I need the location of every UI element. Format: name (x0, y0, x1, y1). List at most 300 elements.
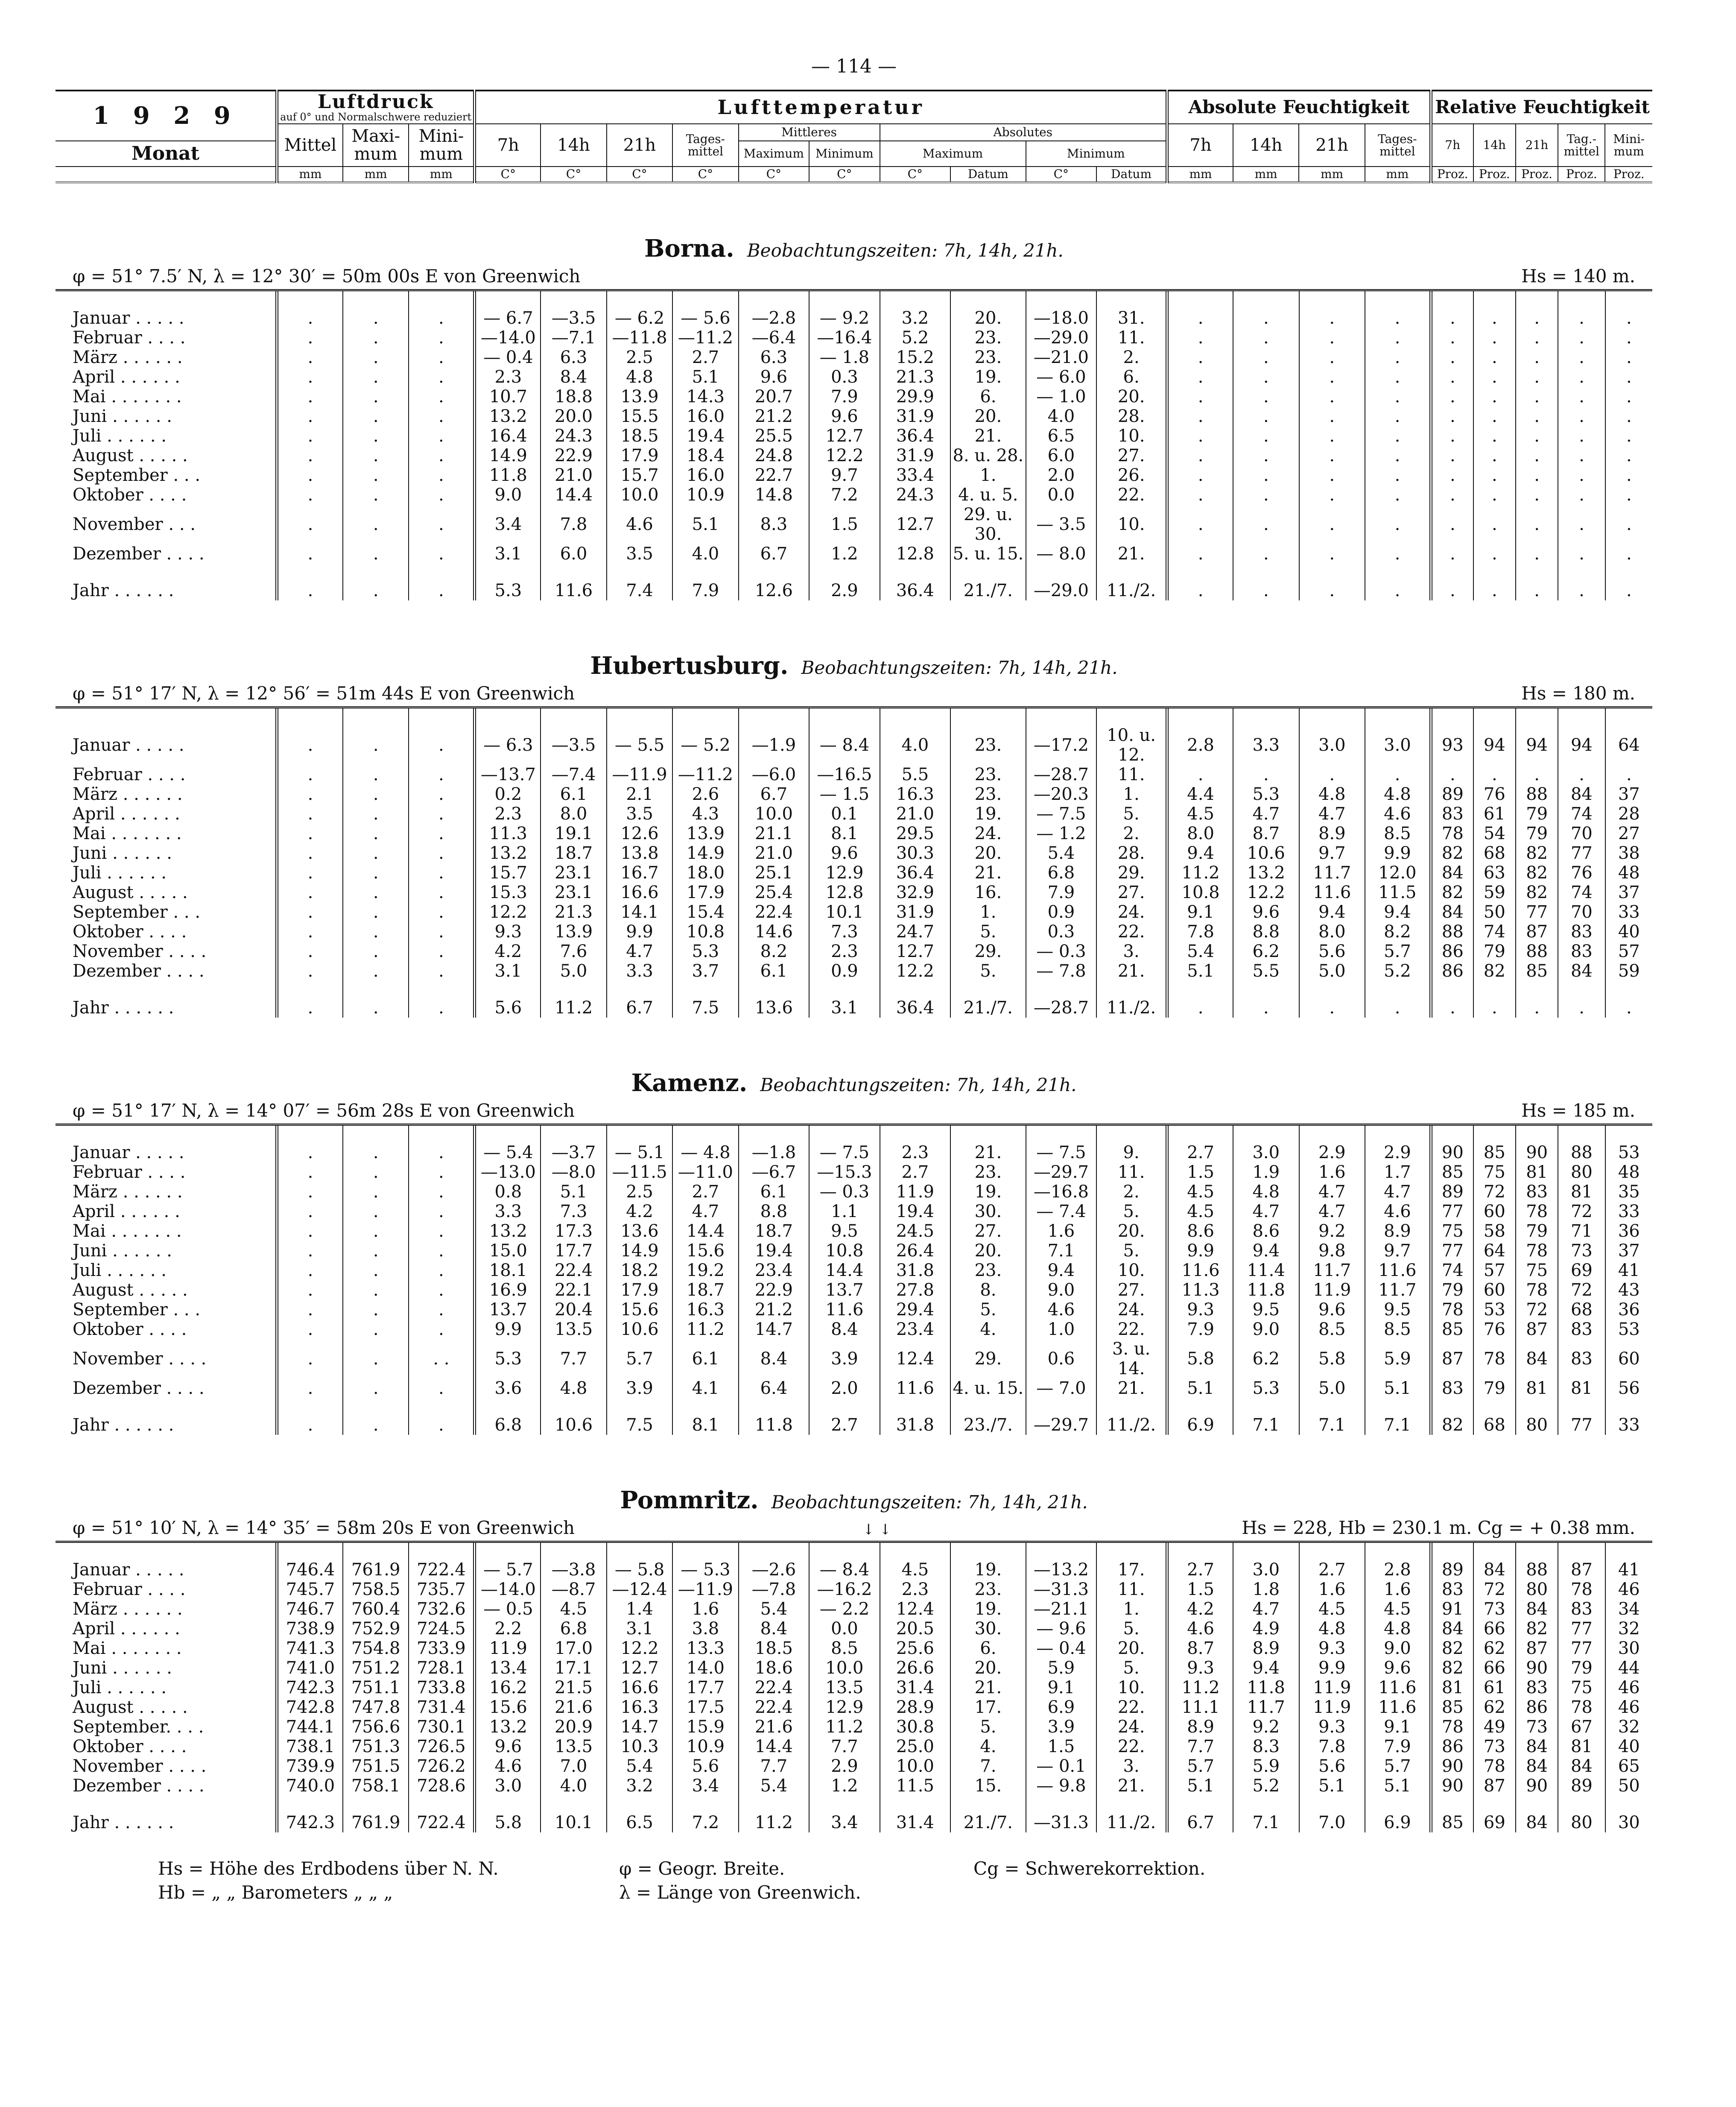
table-cell: 75 (1516, 1261, 1558, 1280)
table-cell: 76 (1473, 1320, 1516, 1339)
table-cell: . (277, 961, 343, 981)
table-row (56, 1697, 1652, 1717)
table-cell: —17.2 (1026, 726, 1096, 765)
spacer-row (56, 1796, 1652, 1813)
spacer-cell (1096, 1398, 1167, 1415)
year-label: 1 9 2 9 (56, 91, 277, 141)
table-cell: 11. (1096, 1580, 1167, 1599)
col-luftdruck-minimum: Mini-mum (409, 124, 474, 167)
table-cell: 1.6 (1299, 1580, 1365, 1599)
table-cell: 77 (1558, 1639, 1605, 1658)
spacer-cell (1167, 1398, 1233, 1415)
table-cell: 13.9 (541, 922, 606, 942)
table-cell: . (409, 942, 474, 961)
station-height: Hs = 228, Hb = 230.1 m. Cg = + 0.38 mm. (1242, 1517, 1635, 1538)
table-cell: . (343, 1202, 409, 1221)
table-cell: —11.8 (607, 328, 672, 348)
spacer-cell (1558, 1398, 1605, 1415)
spacer-cell (1299, 1398, 1365, 1415)
spacer-cell (1365, 564, 1431, 581)
spacer-cell (672, 1398, 738, 1415)
table-cell: 9.6 (1233, 902, 1299, 922)
table-cell: 5.8 (1167, 1339, 1233, 1378)
table-cell: 2.7 (1167, 1560, 1233, 1580)
table-cell: . (1299, 446, 1365, 465)
table-cell: 15.6 (672, 1241, 738, 1261)
table-cell: . (1233, 998, 1299, 1018)
table-cell: 9.9 (607, 922, 672, 942)
table-cell: 732.6 (409, 1599, 474, 1619)
table-cell: 1.5 (1167, 1162, 1233, 1182)
table-cell: 10.7 (475, 387, 541, 407)
table-cell: — 5.6 (672, 308, 738, 328)
table-cell: 9.4 (1026, 1261, 1096, 1280)
table-cell: 14.6 (739, 922, 809, 942)
table-cell: 16.4 (475, 426, 541, 446)
table-cell: . (409, 348, 474, 367)
table-cell: . (277, 998, 343, 1018)
table-row (56, 1717, 1652, 1737)
station-section (56, 1069, 1652, 1435)
table-cell: . (1558, 407, 1605, 426)
table-cell: 11.6 (541, 581, 606, 600)
month-label: Mai . . . . . . . (73, 1639, 182, 1658)
table-cell: . (1233, 328, 1299, 348)
table-cell: . (1299, 387, 1365, 407)
month-label: Januar . . . . . (73, 735, 184, 755)
spacer-cell (1026, 1126, 1096, 1143)
table-cell: 21.6 (541, 1697, 606, 1717)
spacer-cell (1299, 1126, 1365, 1143)
table-cell: . (1233, 367, 1299, 387)
table-cell: 74 (1473, 922, 1516, 942)
table-cell: 8.9 (1299, 824, 1365, 843)
table-cell: 81 (1558, 1737, 1605, 1756)
table-cell: 3.6 (475, 1378, 541, 1398)
table-row (56, 726, 1652, 765)
spacer-cell (1558, 1126, 1605, 1143)
table-cell: 11.6 (1365, 1261, 1431, 1280)
spacer-row (56, 291, 1652, 308)
table-cell: 10.1 (809, 902, 880, 922)
table-cell: 5.2 (880, 328, 950, 348)
table-cell: 742.8 (277, 1697, 343, 1717)
table-cell: 8.3 (1233, 1737, 1299, 1756)
spacer-cell (343, 564, 409, 581)
table-cell: . (409, 544, 474, 564)
table-cell: — 6.0 (1026, 367, 1096, 387)
table-cell: 30. (950, 1202, 1026, 1221)
table-cell: 19. (950, 804, 1026, 824)
table-cell: —16.2 (809, 1580, 880, 1599)
table-cell: . (1516, 407, 1558, 426)
spacer-cell (56, 1126, 277, 1143)
table-cell: 11.2 (672, 1320, 738, 1339)
spacer-cell (739, 291, 809, 308)
spacer-cell (1167, 1796, 1233, 1813)
table-cell: 8.4 (739, 1339, 809, 1378)
table-cell: —6.4 (739, 328, 809, 348)
table-cell: 6.8 (541, 1619, 606, 1639)
table-cell: . (409, 485, 474, 505)
table-cell: 4.5 (1299, 1599, 1365, 1619)
table-cell: . (277, 505, 343, 544)
station-meta (56, 1516, 1652, 1543)
table-cell: 46 (1605, 1580, 1652, 1599)
table-cell: 8.5 (809, 1639, 880, 1658)
table-cell: 84 (1516, 1813, 1558, 1832)
table-cell: 24.5 (880, 1221, 950, 1241)
spacer-cell (541, 291, 606, 308)
table-cell: 9.4 (1167, 843, 1233, 863)
table-cell: . (1558, 765, 1605, 784)
spacer-cell (343, 708, 409, 726)
unit: Proz. (1473, 167, 1516, 182)
table-cell: — 1.8 (809, 348, 880, 367)
table-cell: 68 (1473, 843, 1516, 863)
table-cell: 12.9 (809, 1697, 880, 1717)
table-cell: 72 (1516, 1300, 1558, 1320)
table-cell: 24.3 (880, 485, 950, 505)
table-cell: . (409, 1162, 474, 1182)
table-cell: 9.3 (475, 922, 541, 942)
table-cell: 8.1 (809, 824, 880, 843)
spacer-cell (739, 708, 809, 726)
table-cell: 5.6 (672, 1756, 738, 1776)
table-row (56, 843, 1652, 863)
table-cell: 4.7 (1299, 804, 1365, 824)
table-cell: 3.3 (607, 961, 672, 981)
table-cell: 5.7 (1365, 1756, 1431, 1776)
table-cell: — 7.8 (1026, 961, 1096, 981)
table-cell: 11.8 (1233, 1678, 1299, 1697)
month-label: April . . . . . . (73, 1619, 180, 1639)
table-cell: . (1167, 308, 1233, 328)
table-cell: . (277, 1202, 343, 1221)
table-cell: 4.6 (475, 1756, 541, 1776)
table-cell: 17. (1096, 1560, 1167, 1580)
table-cell: 733.8 (409, 1678, 474, 1697)
table-cell: 36.4 (880, 998, 950, 1018)
table-cell: 746.7 (277, 1599, 343, 1619)
table-cell: 8.5 (1299, 1320, 1365, 1339)
table-cell: 90 (1516, 1658, 1558, 1678)
table-row (56, 485, 1652, 505)
table-cell: 80 (1558, 1162, 1605, 1182)
table-cell: 31. (1096, 308, 1167, 328)
table-cell: . (1558, 505, 1605, 544)
table-cell: 5.1 (1365, 1378, 1431, 1398)
table-row (56, 1162, 1652, 1182)
table-cell: 2.3 (809, 942, 880, 961)
table-cell: 21.2 (739, 1300, 809, 1320)
table-cell: 84 (1558, 784, 1605, 804)
table-cell: . (1516, 581, 1558, 600)
unit: C° (541, 167, 606, 182)
spacer-cell (475, 1543, 541, 1560)
spacer-cell (1167, 1126, 1233, 1143)
table-cell: 4.6 (1365, 1202, 1431, 1221)
table-cell: 4.5 (1167, 1202, 1233, 1221)
table-cell: 46 (1605, 1678, 1652, 1697)
table-cell: . (409, 1182, 474, 1202)
table-cell: 2.0 (809, 1378, 880, 1398)
table-cell: 8.4 (541, 367, 606, 387)
table-cell: —13.0 (475, 1162, 541, 1182)
table-cell: . (343, 1241, 409, 1261)
unit: Datum (1096, 167, 1167, 182)
table-cell: 23. (950, 726, 1026, 765)
table-cell: 8.1 (672, 1415, 738, 1435)
table-cell: 8.0 (1299, 922, 1365, 942)
table-cell: 9.3 (1167, 1658, 1233, 1678)
table-cell: . (1473, 544, 1516, 564)
table-cell: . (1473, 308, 1516, 328)
table-cell: . (1233, 407, 1299, 426)
table-cell: 15.7 (475, 863, 541, 883)
table-cell: 2.9 (809, 581, 880, 600)
table-cell: . (343, 387, 409, 407)
table-cell: 33 (1605, 1415, 1652, 1435)
table-cell: . (1299, 505, 1365, 544)
table-cell: 747.8 (343, 1697, 409, 1717)
table-cell: 17.9 (607, 446, 672, 465)
column-header (56, 90, 1652, 183)
table-row (56, 1658, 1652, 1678)
table-cell: . (1516, 505, 1558, 544)
table-cell: 738.9 (277, 1619, 343, 1639)
table-cell: 61 (1473, 1678, 1516, 1697)
table-cell: 16.0 (672, 407, 738, 426)
table-cell: 7.9 (1167, 1320, 1233, 1339)
table-cell: . (409, 922, 474, 942)
table-cell: 20. (1096, 1639, 1167, 1658)
table-cell: . (1365, 544, 1431, 564)
table-cell: 3.7 (672, 961, 738, 981)
table-cell: 3.0 (1365, 726, 1431, 765)
table-cell: 10.0 (809, 1658, 880, 1678)
table-cell: 23. (950, 348, 1026, 367)
spacer-cell (1299, 1543, 1365, 1560)
table-cell: . (277, 883, 343, 902)
spacer-cell (409, 564, 474, 581)
table-cell: 7.5 (672, 998, 738, 1018)
table-cell: 5. (1096, 1241, 1167, 1261)
table-cell: 24. (1096, 1300, 1167, 1320)
table-cell: —1.9 (739, 726, 809, 765)
table-cell: 15.9 (672, 1717, 738, 1737)
table-cell: . (1365, 465, 1431, 485)
table-row (56, 1560, 1652, 1580)
spacer-cell (409, 1796, 474, 1813)
month-label: September . . . (73, 902, 201, 922)
table-cell: . (1233, 308, 1299, 328)
table-cell: . (1473, 348, 1516, 367)
table-cell: 11.8 (739, 1415, 809, 1435)
table-cell: 77 (1558, 843, 1605, 863)
table-cell: 7.6 (541, 942, 606, 961)
table-cell: 10. (1096, 1678, 1167, 1697)
table-cell: . (409, 784, 474, 804)
table-cell: 12.6 (739, 581, 809, 600)
table-cell: 6. (1096, 367, 1167, 387)
month-label: Juni . . . . . . (73, 843, 172, 863)
table-cell: 48 (1605, 1162, 1652, 1182)
table-cell: . (1431, 465, 1473, 485)
table-cell: . (1365, 328, 1431, 348)
month-label: April . . . . . . (73, 367, 180, 387)
table-cell: 6.1 (672, 1339, 738, 1378)
table-cell: 1.0 (1026, 1320, 1096, 1339)
table-cell: 30.3 (880, 843, 950, 863)
table-cell: 4.3 (672, 804, 738, 824)
table-cell: 8.9 (1233, 1639, 1299, 1658)
spacer-cell (1558, 564, 1605, 581)
table-cell: . (409, 581, 474, 600)
table-cell: . (343, 485, 409, 505)
station-table (56, 1126, 1652, 1435)
spacer-cell (1516, 708, 1558, 726)
table-cell: 4.5 (1167, 1182, 1233, 1202)
table-cell: — 0.3 (809, 1182, 880, 1202)
table-cell: 89 (1431, 1182, 1473, 1202)
table-cell: 10. u. 12. (1096, 726, 1167, 765)
table-cell: 23. (950, 328, 1026, 348)
station-coordinates: φ = 51° 17′ N, λ = 12° 56′ = 51m 44s E von Greenwich (73, 683, 575, 704)
table-cell: 83 (1558, 1599, 1605, 1619)
spacer-cell (880, 981, 950, 998)
table-cell: 2.3 (880, 1143, 950, 1162)
month-label: August . . . . . (73, 1697, 188, 1717)
table-row (56, 1339, 1652, 1378)
spacer-cell (1431, 291, 1473, 308)
table-cell: 89 (1431, 784, 1473, 804)
table-cell: 20. (950, 1658, 1026, 1678)
table-cell: 11./2. (1096, 581, 1167, 600)
table-cell: 722.4 (409, 1560, 474, 1580)
table-cell: . (277, 426, 343, 446)
table-cell: 78 (1431, 824, 1473, 843)
table-cell: 0.3 (1026, 922, 1096, 942)
table-cell: 11.9 (1299, 1678, 1365, 1697)
table-cell: 11.8 (1233, 1280, 1299, 1300)
table-cell: . (1365, 446, 1431, 465)
table-cell: 11.7 (1299, 1261, 1365, 1280)
table-cell: . (277, 942, 343, 961)
table-cell: —11.5 (607, 1162, 672, 1182)
table-cell: —29.0 (1026, 328, 1096, 348)
table-row (56, 367, 1652, 387)
table-cell: 24.3 (541, 426, 606, 446)
table-cell: 11./2. (1096, 1813, 1167, 1832)
table-cell: —15.3 (809, 1162, 880, 1182)
table-cell: 73 (1558, 1241, 1605, 1261)
table-cell: . . (409, 1339, 474, 1378)
spacer-cell (277, 1126, 343, 1143)
table-cell: 87 (1558, 1560, 1605, 1580)
station-table (56, 708, 1652, 1018)
table-cell: 8.2 (739, 942, 809, 961)
table-cell: 84 (1516, 1599, 1558, 1619)
table-cell: 24. (950, 824, 1026, 843)
table-cell: 19.1 (541, 824, 606, 843)
table-cell: —16.4 (809, 328, 880, 348)
table-cell: 29.5 (880, 824, 950, 843)
table-cell: 5.5 (1233, 961, 1299, 981)
table-cell: 16.0 (672, 465, 738, 485)
table-cell: . (409, 883, 474, 902)
table-cell: 7.8 (1299, 1737, 1365, 1756)
table-cell: 7.8 (541, 505, 606, 544)
table-cell: 78 (1431, 1300, 1473, 1320)
spacer-cell (1365, 1126, 1431, 1143)
table-cell: —7.1 (541, 328, 606, 348)
spacer-row (56, 1398, 1652, 1415)
spacer-cell (1558, 1543, 1605, 1560)
table-cell: 5.9 (1026, 1658, 1096, 1678)
spacer-cell (950, 564, 1026, 581)
table-cell: 83 (1558, 922, 1605, 942)
col-rel-minimum: Mini-mum (1605, 124, 1652, 167)
table-cell: 5.4 (739, 1776, 809, 1796)
spacer-cell (809, 708, 880, 726)
table-cell: . (409, 863, 474, 883)
table-cell: —12.4 (607, 1580, 672, 1599)
spacer-cell (1605, 291, 1652, 308)
table-cell: 21.2 (739, 407, 809, 426)
col-mittleres-minimum: Minimum (809, 141, 880, 167)
col-rel-tagesmittel: Tag.-mittel (1558, 124, 1605, 167)
table-cell: —31.3 (1026, 1580, 1096, 1599)
table-cell: 4.4 (1167, 784, 1233, 804)
month-label: Mai . . . . . . . (73, 1221, 182, 1241)
table-cell: — 5.3 (672, 1560, 738, 1580)
table-cell: 738.1 (277, 1737, 343, 1756)
table-cell: 1. (950, 465, 1026, 485)
table-cell: 16.9 (475, 1280, 541, 1300)
table-cell: 64 (1473, 1241, 1516, 1261)
spacer-cell (880, 1126, 950, 1143)
spacer-cell (1605, 564, 1652, 581)
table-cell: 11.7 (1233, 1697, 1299, 1717)
table-cell: 4.8 (1233, 1182, 1299, 1202)
table-cell: 67 (1558, 1717, 1605, 1737)
table-cell: 6.0 (1026, 446, 1096, 465)
table-cell: 17.9 (607, 1280, 672, 1300)
station-title (56, 1486, 1652, 1516)
table-cell: . (1365, 505, 1431, 544)
table-cell: 5. (1096, 1202, 1167, 1221)
table-cell: 4.7 (1233, 1599, 1299, 1619)
table-cell: 10.9 (672, 1737, 738, 1756)
spacer-cell (880, 1796, 950, 1813)
table-cell: 11.7 (1365, 1280, 1431, 1300)
table-cell: 4.7 (607, 942, 672, 961)
table-cell: . (277, 863, 343, 883)
table-cell: 3.9 (607, 1378, 672, 1398)
table-cell: 7.8 (1167, 922, 1233, 942)
spacer-cell (607, 1398, 672, 1415)
table-cell: 81 (1558, 1378, 1605, 1398)
table-cell: 56 (1605, 1378, 1652, 1398)
table-cell: . (343, 942, 409, 961)
spacer-cell (1516, 981, 1558, 998)
table-cell: . (1558, 581, 1605, 600)
table-cell: 20. (950, 308, 1026, 328)
table-cell: 10.9 (672, 485, 738, 505)
table-cell: . (1167, 446, 1233, 465)
table-cell: 11.9 (1299, 1697, 1365, 1717)
